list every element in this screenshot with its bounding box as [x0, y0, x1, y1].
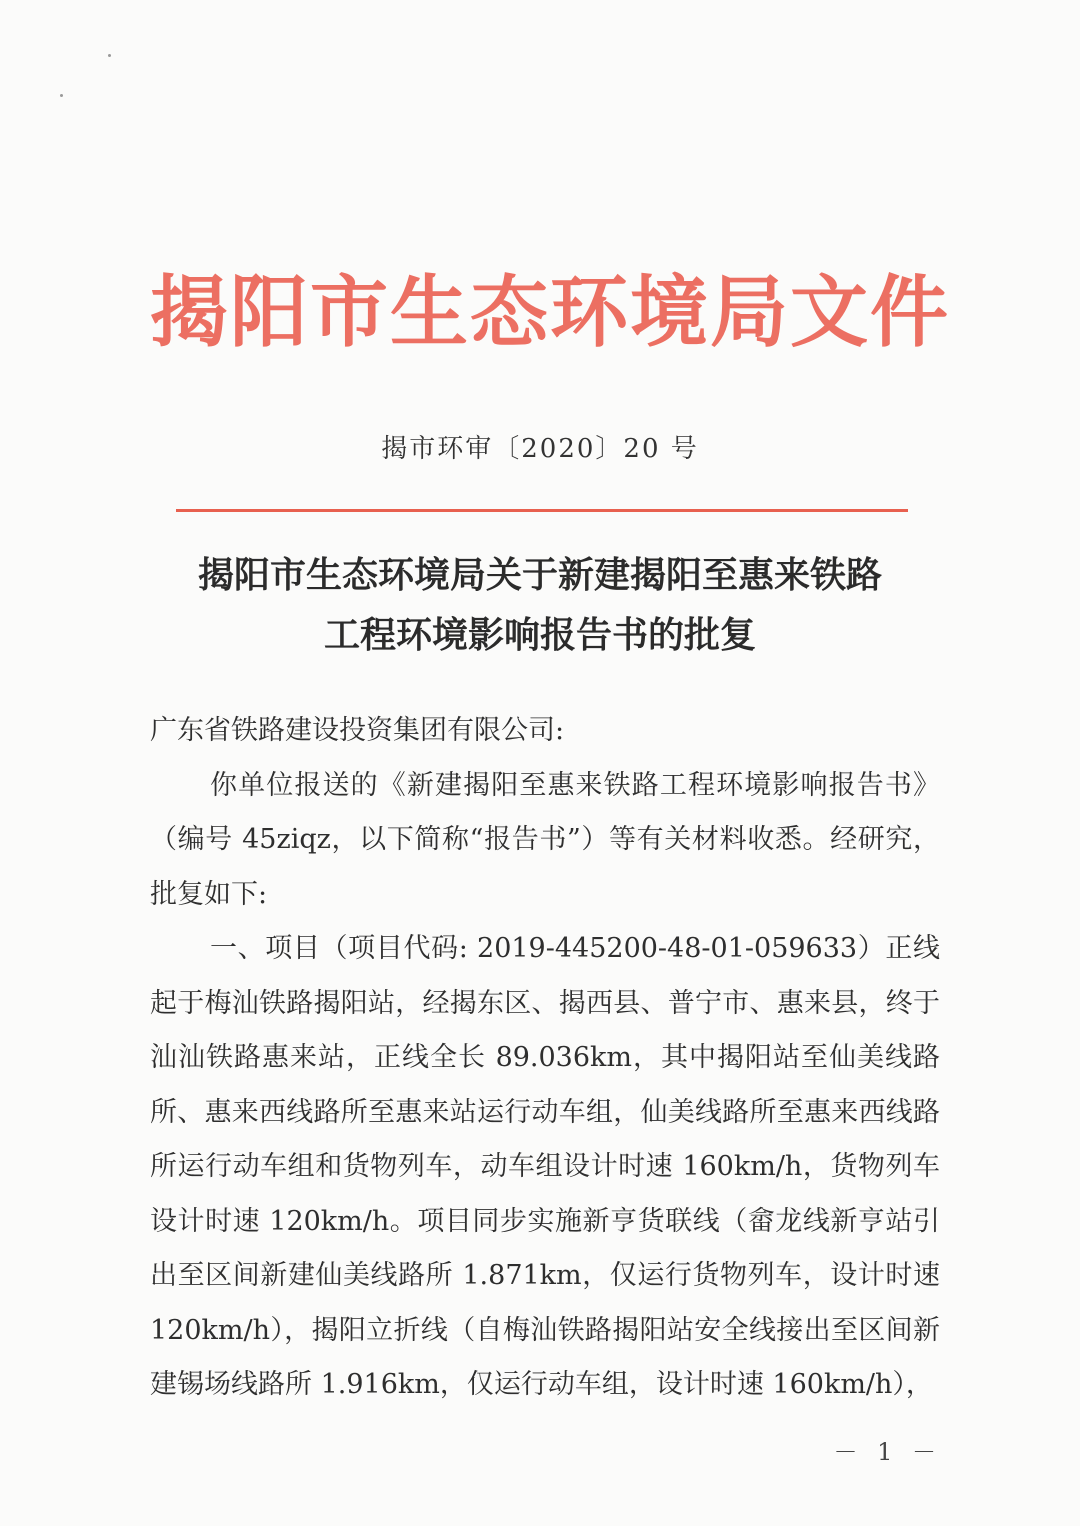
red-divider-rule	[176, 509, 908, 512]
document-number: 揭市环审〔2020〕20 号	[381, 434, 699, 464]
scan-speck	[60, 94, 63, 97]
document-title-line-2: 工程环境影响报告书的批复	[323, 614, 756, 656]
paragraph-project: 一、项目（项目代码: 2019-445200-48-01-059633）正线起于梅汕铁路揭阳站，经揭东区、揭西县、普宁市、惠来县，终于汕汕铁路惠来站，正线全长 89.036km，其中揭阳站至仙美线路所、惠来西线路所至惠来站运行动车组，仙美线路所至惠来西线路所运行动车组和货物列车，动车组设计时速 160km/h，货物列车设计时速 120km/h。项目同步实施新亨货联线（畲龙线新亨站引出至区间新建仙美线路所 1.871km，仅运行货物列车，设计时速 120km/h），揭阳立折线（自梅汕铁路揭阳站安全线接出至区间新建锡场线路所 1.916km，仅运行动车组，设计时速 160km/h），	[150, 933, 940, 1400]
scan-speck	[108, 54, 111, 57]
agency-header-title: 揭阳市生态环境局文件	[150, 267, 951, 358]
addressee: 广东省铁路建设投资集团有限公司:	[150, 715, 565, 746]
document-title	[120, 545, 960, 665]
document-body	[150, 704, 940, 1413]
document-title-line-1: 揭阳市生态环境局关于新建揭阳至惠来铁路	[197, 554, 882, 596]
paragraph-intro: 你单位报送的《新建揭阳至惠来铁路工程环境影响报告书》（编号 45ziqz，以下简称“报告书”）等有关材料收悉。经研究，批复如下:	[150, 769, 940, 910]
page-number: － 1 －	[833, 1438, 942, 1466]
